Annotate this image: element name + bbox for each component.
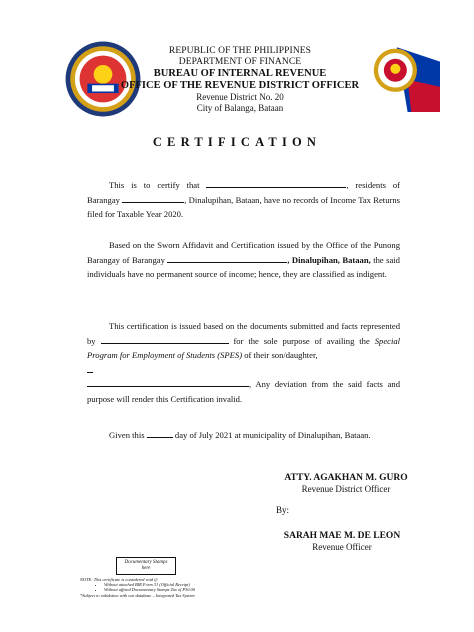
note-list <box>80 582 280 592</box>
paragraph-1 <box>87 178 400 222</box>
p3-text-a: This certification is issued based on the documents submitted and facts represented by <box>87 321 400 346</box>
p2-text-c: the said individuals have no permanent source of income; hence, they are classified as indigent. <box>87 254 400 280</box>
note-head: NOTE: This certificate is considered void if: <box>80 577 159 582</box>
paragraph-2 <box>87 238 400 282</box>
p3-text-d: of their son/daughter, <box>244 350 318 361</box>
p1-text-b: , residents of Barangay <box>87 180 400 205</box>
p4-text-b: day of July 2021 at municipality of Dinalupihan, Bataan. <box>174 430 371 440</box>
p1-text-a: This is to certify that <box>109 180 200 190</box>
p1-text-c: , Dinalupihan, Bataan, have no records of Income Tax Returns filed for Taxable Year 2020. <box>87 194 400 220</box>
paragraph-3 <box>87 319 400 407</box>
stamp-line-1: Documentary Stamps <box>124 560 168 565</box>
signatory1-role: Revenue District Officer <box>301 484 391 494</box>
signatory2-role: Revenue Officer <box>312 542 372 552</box>
signatory1-name: ATTY. AGAKHAN M. GURO <box>284 473 408 483</box>
barangay-blank <box>122 194 184 203</box>
day-blank <box>147 429 173 438</box>
p3-text-b: for the sole purpose of availing the <box>233 335 370 346</box>
signatory-district-officer <box>266 472 426 495</box>
p2-text-a: Based on the Sworn Affidavit and Certification issued by the Office of the Punong Barangay of Barangay <box>87 240 400 265</box>
documentary-stamps-box <box>116 557 176 575</box>
dof-seal-flag-icon <box>368 40 440 112</box>
document-title: CERTIFICATION <box>152 135 322 149</box>
punong-barangay-blank <box>167 254 287 263</box>
header-department: DEPARTMENT OF FINANCE <box>178 57 302 67</box>
header-city: City of Balanga, Bataan <box>196 102 284 113</box>
representative-blank <box>101 335 229 344</box>
p2-text-b: , Dinalupihan, Bataan, <box>287 254 371 265</box>
by-label: By: <box>276 505 290 515</box>
p3-program: Special Program for Employment of Students (SPES) <box>87 335 401 361</box>
paragraph-4 <box>87 428 400 443</box>
note-item: • Without affixed Documentary Stamps Tax of P30.00 <box>104 587 280 592</box>
letterhead <box>110 46 370 113</box>
stamp-line-2: here <box>141 566 151 571</box>
header-office: OFFICE OF THE REVENUE DISTRICT OFFICER <box>120 80 360 91</box>
header-bureau: BUREAU OF INTERNAL REVENUE <box>153 68 327 79</box>
p3-text-e: , Any deviation from the said facts and purpose will render this Certification invalid. <box>87 379 400 404</box>
note-item: • Without attached BIR Form 31 (Official Receipt) <box>104 582 280 587</box>
note-foot: *Subject to validation with our database – Integrated Tax System <box>80 592 195 598</box>
signatory2-name: SARAH MAE M. DE LEON <box>283 531 401 541</box>
signatory-revenue-officer <box>262 530 422 553</box>
child-name-blank <box>87 378 249 387</box>
header-republic: REPUBLIC OF THE PHILIPPINES <box>168 46 312 56</box>
child-name-blank-start <box>87 364 93 373</box>
header-district: Revenue District No. 20 <box>196 92 284 102</box>
p4-text-a: Given this <box>109 430 145 440</box>
resident-names-blank <box>206 179 346 188</box>
void-note <box>80 577 280 598</box>
